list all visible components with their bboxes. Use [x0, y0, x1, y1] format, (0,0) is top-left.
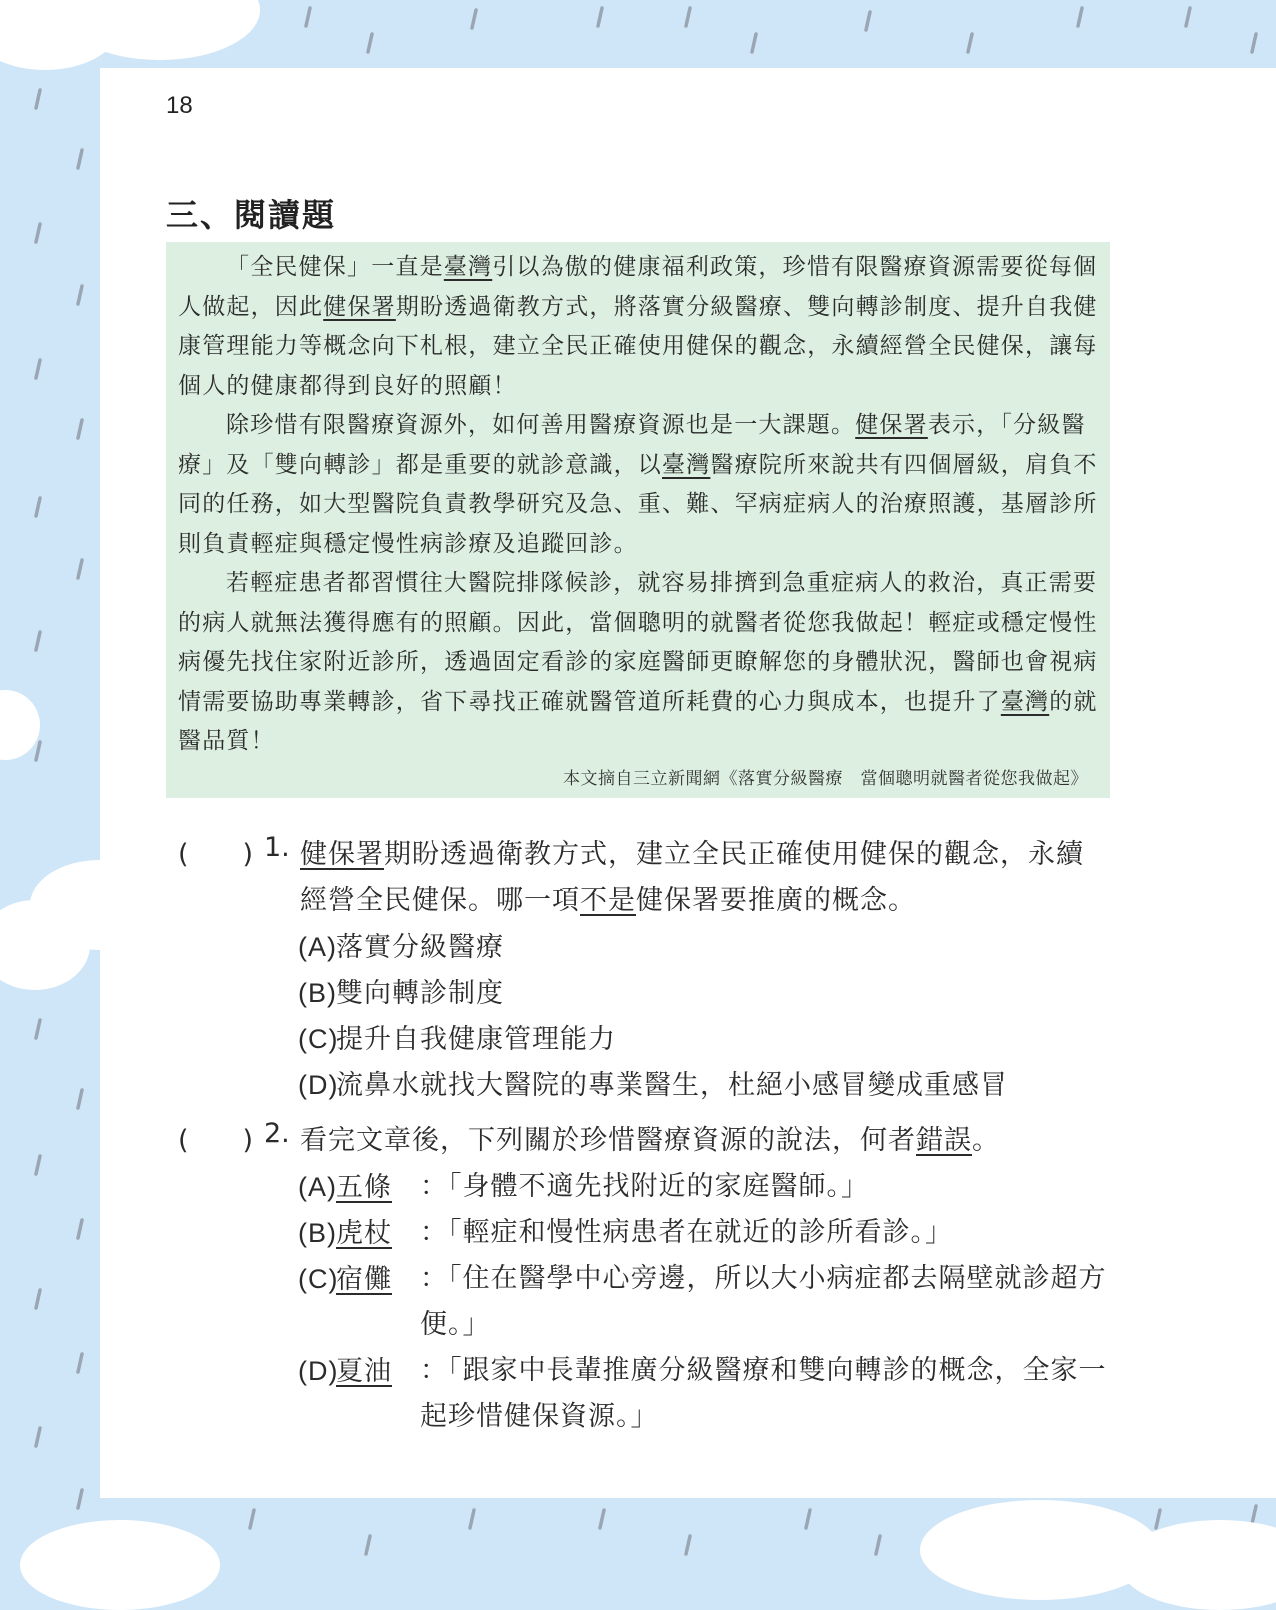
- proper-noun-taiwan: 臺灣: [443, 254, 493, 280]
- question-1: [178, 832, 1118, 1112]
- option-a[interactable]: (A)五條 ：「身體不適先找附近的家庭醫師。」: [298, 1171, 869, 1203]
- emphasis-wrong: 錯誤: [916, 1125, 972, 1156]
- proper-noun-taiwan: 臺灣: [1000, 688, 1050, 715]
- speaker-name: 夏油: [336, 1356, 392, 1387]
- option-b[interactable]: (B)虎杖 ：「輕症和慢性病患者在就近的診所看診。」: [298, 1217, 953, 1249]
- speaker-name: 宿儺: [336, 1264, 392, 1295]
- question-2: [178, 1118, 1118, 1438]
- emphasis-not: 不是: [580, 885, 636, 916]
- option-d[interactable]: (D)流鼻水就找大醫院的專業醫生，杜絕小感冒變成重感冒: [298, 1070, 1008, 1101]
- answer-blank[interactable]: ( ): [178, 839, 254, 870]
- option-b[interactable]: (B)雙向轉診制度: [298, 978, 504, 1009]
- option-d[interactable]: (D)夏油 ：「跟家中長輩推廣分級醫療和雙向轉診的概念，全家一起珍惜健保資源。」: [298, 1355, 1107, 1432]
- page-number: 18: [166, 92, 193, 119]
- proper-noun-nhia: 健保署: [323, 293, 396, 320]
- speaker-name: 五條: [336, 1172, 392, 1203]
- answer-blank[interactable]: ( ): [178, 1125, 254, 1156]
- question-number: 1.: [264, 832, 290, 863]
- question-text: 健保署期盼透過衛教方式，建立全民正確使用健保的觀念，永續經營全民健保。哪一項不是健保署要推廣的概念。: [300, 839, 1084, 916]
- question-text: 看完文章後，下列關於珍惜醫療資源的說法，何者錯誤。: [300, 1125, 1000, 1156]
- source-citation: 本文摘自三立新聞網《落實分級醫療 當個聰明就醫者從您我做起》: [563, 769, 1088, 789]
- question-number: 2.: [264, 1118, 290, 1149]
- reading-paragraph-3: 若輕症患者都習慣往大醫院排隊候診，就容易排擠到急重症病人的救治，真正需要的病人就無法獲得應有的照顧。因此，當個聰明的就醫者從您我做起！輕症或穩定慢性病優先找住家附近診所，透過固定看診的家庭醫師更瞭解您的身體狀況，醫師也會視病情需要協助專業轉診，省下尋找正確就醫管道所耗費的心力與成本，也提升了臺灣的就醫品質！: [178, 570, 1098, 754]
- reading-passage-box: [166, 242, 1110, 798]
- proper-noun-nhia: 健保署: [300, 839, 384, 870]
- reading-paragraph-2: 除珍惜有限醫療資源外，如何善用醫療資源也是一大課題。健保署表示，「分級醫療」及「雙向轉診」都是重要的就診意識，以臺灣醫療院所來說共有四個層級，肩負不同的任務，如大型醫院負責教學研究及急、重、難、罕病症病人的治療照護，基層診所則負責輕症與穩定慢性病診療及追蹤回診。: [178, 412, 1098, 557]
- option-c[interactable]: (C)提升自我健康管理能力: [298, 1024, 616, 1055]
- proper-noun-nhia: 健保署: [855, 412, 928, 438]
- section-title: 三、閱讀題: [166, 196, 337, 234]
- proper-noun-taiwan: 臺灣: [662, 451, 711, 478]
- option-c[interactable]: (C)宿儺 ：「住在醫學中心旁邊，所以大小病症都去隔壁就診超方便。」: [298, 1263, 1107, 1340]
- reading-paragraph-1: 「全民健保」一直是臺灣引以為傲的健康福利政策，珍惜有限醫療資源需要從每個人做起，因此健保署期盼透過衛教方式，將落實分級醫療、雙向轉診制度、提升自我健康管理能力等概念向下札根，建立全民正確使用健保的觀念，永續經營全民健保，讓每個人的健康都得到良好的照顧！: [178, 254, 1098, 399]
- cloud-decoration: [20, 1520, 220, 1610]
- option-a[interactable]: (A)落實分級醫療: [298, 932, 504, 963]
- speaker-name: 虎杖: [336, 1218, 392, 1249]
